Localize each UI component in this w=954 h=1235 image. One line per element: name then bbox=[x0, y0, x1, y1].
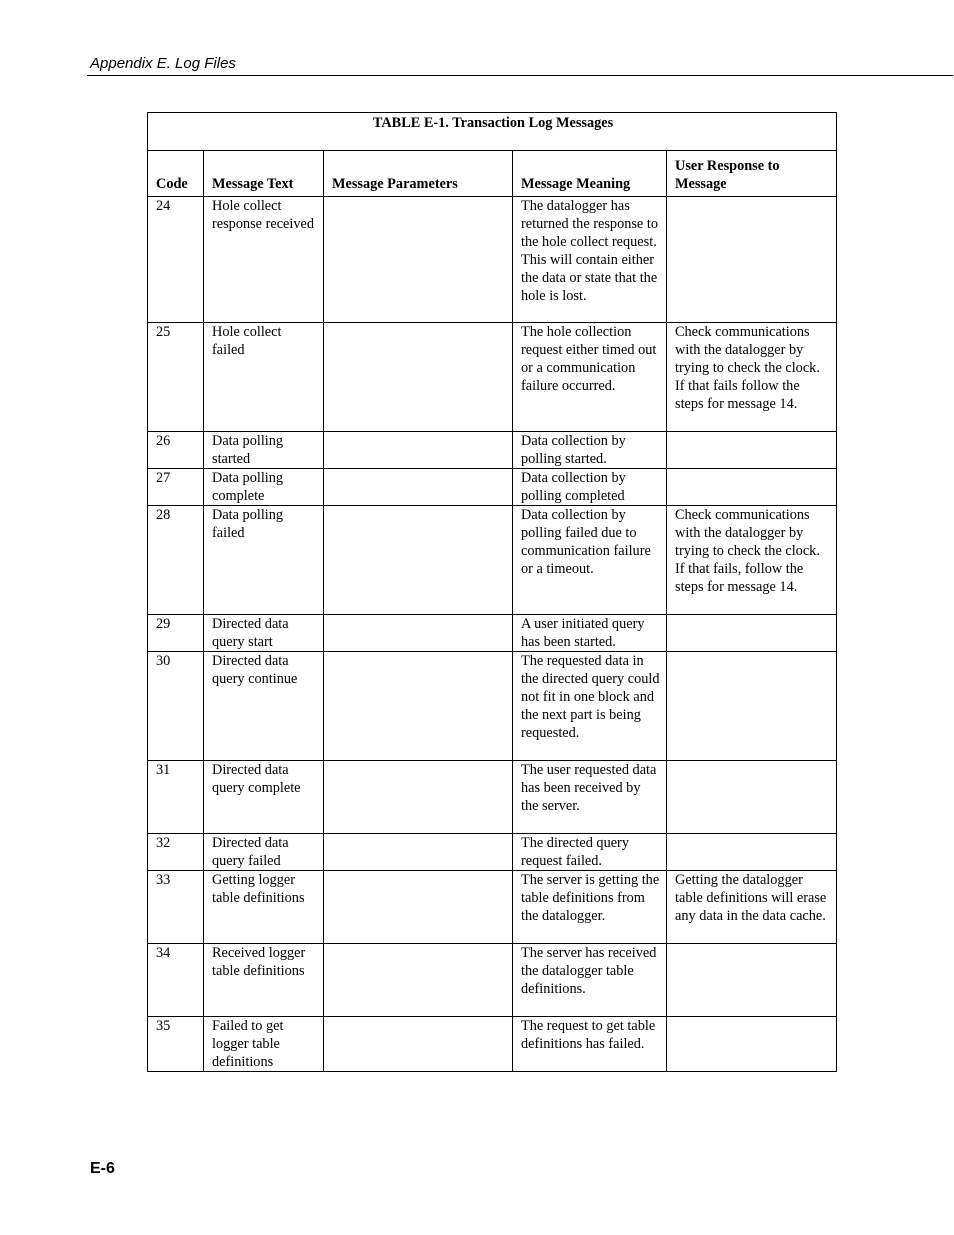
cell-message-text: Data polling complete bbox=[204, 469, 324, 506]
cell-message-meaning: Data collection by polling failed due to communication failure or a timeout. bbox=[513, 506, 667, 615]
cell-message-meaning: The user requested data has been received by the server. bbox=[513, 761, 667, 834]
cell-message-text: Directed data query start bbox=[204, 615, 324, 652]
cell-code: 25 bbox=[148, 323, 204, 432]
cell-code: 35 bbox=[148, 1017, 204, 1072]
cell-message-meaning: The server is getting the table definitions from the datalogger. bbox=[513, 871, 667, 944]
cell-code: 34 bbox=[148, 944, 204, 1017]
cell-code: 24 bbox=[148, 197, 204, 323]
cell-message-text: Data polling failed bbox=[204, 506, 324, 615]
cell-message-text: Getting logger table definitions bbox=[204, 871, 324, 944]
cell-user-response bbox=[667, 1017, 837, 1072]
cell-code: 30 bbox=[148, 652, 204, 761]
cell-message-parameters bbox=[324, 432, 513, 469]
cell-user-response bbox=[667, 615, 837, 652]
header-rule bbox=[87, 75, 953, 76]
column-header-message-parameters: Message Parameters bbox=[324, 151, 513, 197]
cell-code: 32 bbox=[148, 834, 204, 871]
table-row bbox=[148, 871, 837, 944]
column-header-row bbox=[148, 151, 837, 197]
cell-message-text: Failed to get logger table definitions bbox=[204, 1017, 324, 1072]
cell-user-response: Check communications with the datalogger by trying to check the clock. If that fails, follow the steps for message 14. bbox=[667, 506, 837, 615]
cell-message-meaning: Data collection by polling completed bbox=[513, 469, 667, 506]
cell-message-parameters bbox=[324, 469, 513, 506]
column-header-message-meaning: Message Meaning bbox=[513, 151, 667, 197]
cell-message-parameters bbox=[324, 834, 513, 871]
cell-message-parameters bbox=[324, 197, 513, 323]
cell-message-meaning: Data collection by polling started. bbox=[513, 432, 667, 469]
cell-message-text: Data polling started bbox=[204, 432, 324, 469]
table-row bbox=[148, 323, 837, 432]
cell-message-parameters bbox=[324, 615, 513, 652]
cell-message-parameters bbox=[324, 1017, 513, 1072]
cell-message-meaning: The datalogger has returned the response to the hole collect request. This will contain either the data or state that the hole is lost. bbox=[513, 197, 667, 323]
table-title: TABLE E-1. Transaction Log Messages bbox=[148, 113, 837, 151]
table-row bbox=[148, 469, 837, 506]
cell-message-parameters bbox=[324, 506, 513, 615]
cell-message-meaning: The server has received the datalogger table definitions. bbox=[513, 944, 667, 1017]
cell-message-meaning: The requested data in the directed query could not fit in one block and the next part is being requested. bbox=[513, 652, 667, 761]
table-row bbox=[148, 652, 837, 761]
cell-code: 29 bbox=[148, 615, 204, 652]
cell-message-meaning: A user initiated query has been started. bbox=[513, 615, 667, 652]
cell-message-parameters bbox=[324, 652, 513, 761]
table-row bbox=[148, 432, 837, 469]
running-header: Appendix E. Log Files bbox=[90, 55, 236, 72]
page-number: E-6 bbox=[90, 1160, 115, 1177]
cell-user-response bbox=[667, 469, 837, 506]
cell-user-response bbox=[667, 761, 837, 834]
cell-code: 28 bbox=[148, 506, 204, 615]
cell-message-text: Directed data query continue bbox=[204, 652, 324, 761]
cell-message-text: Hole collect response received bbox=[204, 197, 324, 323]
cell-message-meaning: The directed query request failed. bbox=[513, 834, 667, 871]
cell-code: 31 bbox=[148, 761, 204, 834]
table-row bbox=[148, 197, 837, 323]
cell-code: 27 bbox=[148, 469, 204, 506]
table-row bbox=[148, 834, 837, 871]
cell-code: 26 bbox=[148, 432, 204, 469]
cell-user-response: Getting the datalogger table definitions will erase any data in the data cache. bbox=[667, 871, 837, 944]
column-header-user-response: User Response to Message bbox=[667, 151, 837, 197]
cell-user-response bbox=[667, 944, 837, 1017]
cell-message-parameters bbox=[324, 871, 513, 944]
cell-message-text: Directed data query complete bbox=[204, 761, 324, 834]
table-row bbox=[148, 615, 837, 652]
cell-user-response bbox=[667, 834, 837, 871]
table-row bbox=[148, 1017, 837, 1072]
cell-message-parameters bbox=[324, 944, 513, 1017]
column-header-code: Code bbox=[148, 151, 204, 197]
cell-user-response bbox=[667, 432, 837, 469]
cell-message-parameters bbox=[324, 761, 513, 834]
cell-message-text: Received logger table definitions bbox=[204, 944, 324, 1017]
transaction-log-table bbox=[147, 112, 837, 1072]
column-header-message-text: Message Text bbox=[204, 151, 324, 197]
cell-message-meaning: The request to get table definitions has failed. bbox=[513, 1017, 667, 1072]
table-row bbox=[148, 761, 837, 834]
cell-user-response: Check communications with the datalogger by trying to check the clock. If that fails follow the steps for message 14. bbox=[667, 323, 837, 432]
cell-message-text: Directed data query failed bbox=[204, 834, 324, 871]
cell-message-parameters bbox=[324, 323, 513, 432]
table-row bbox=[148, 506, 837, 615]
cell-user-response bbox=[667, 652, 837, 761]
cell-code: 33 bbox=[148, 871, 204, 944]
cell-message-text: Hole collect failed bbox=[204, 323, 324, 432]
table-row bbox=[148, 944, 837, 1017]
cell-user-response bbox=[667, 197, 837, 323]
cell-message-meaning: The hole collection request either timed out or a communication failure occurred. bbox=[513, 323, 667, 432]
